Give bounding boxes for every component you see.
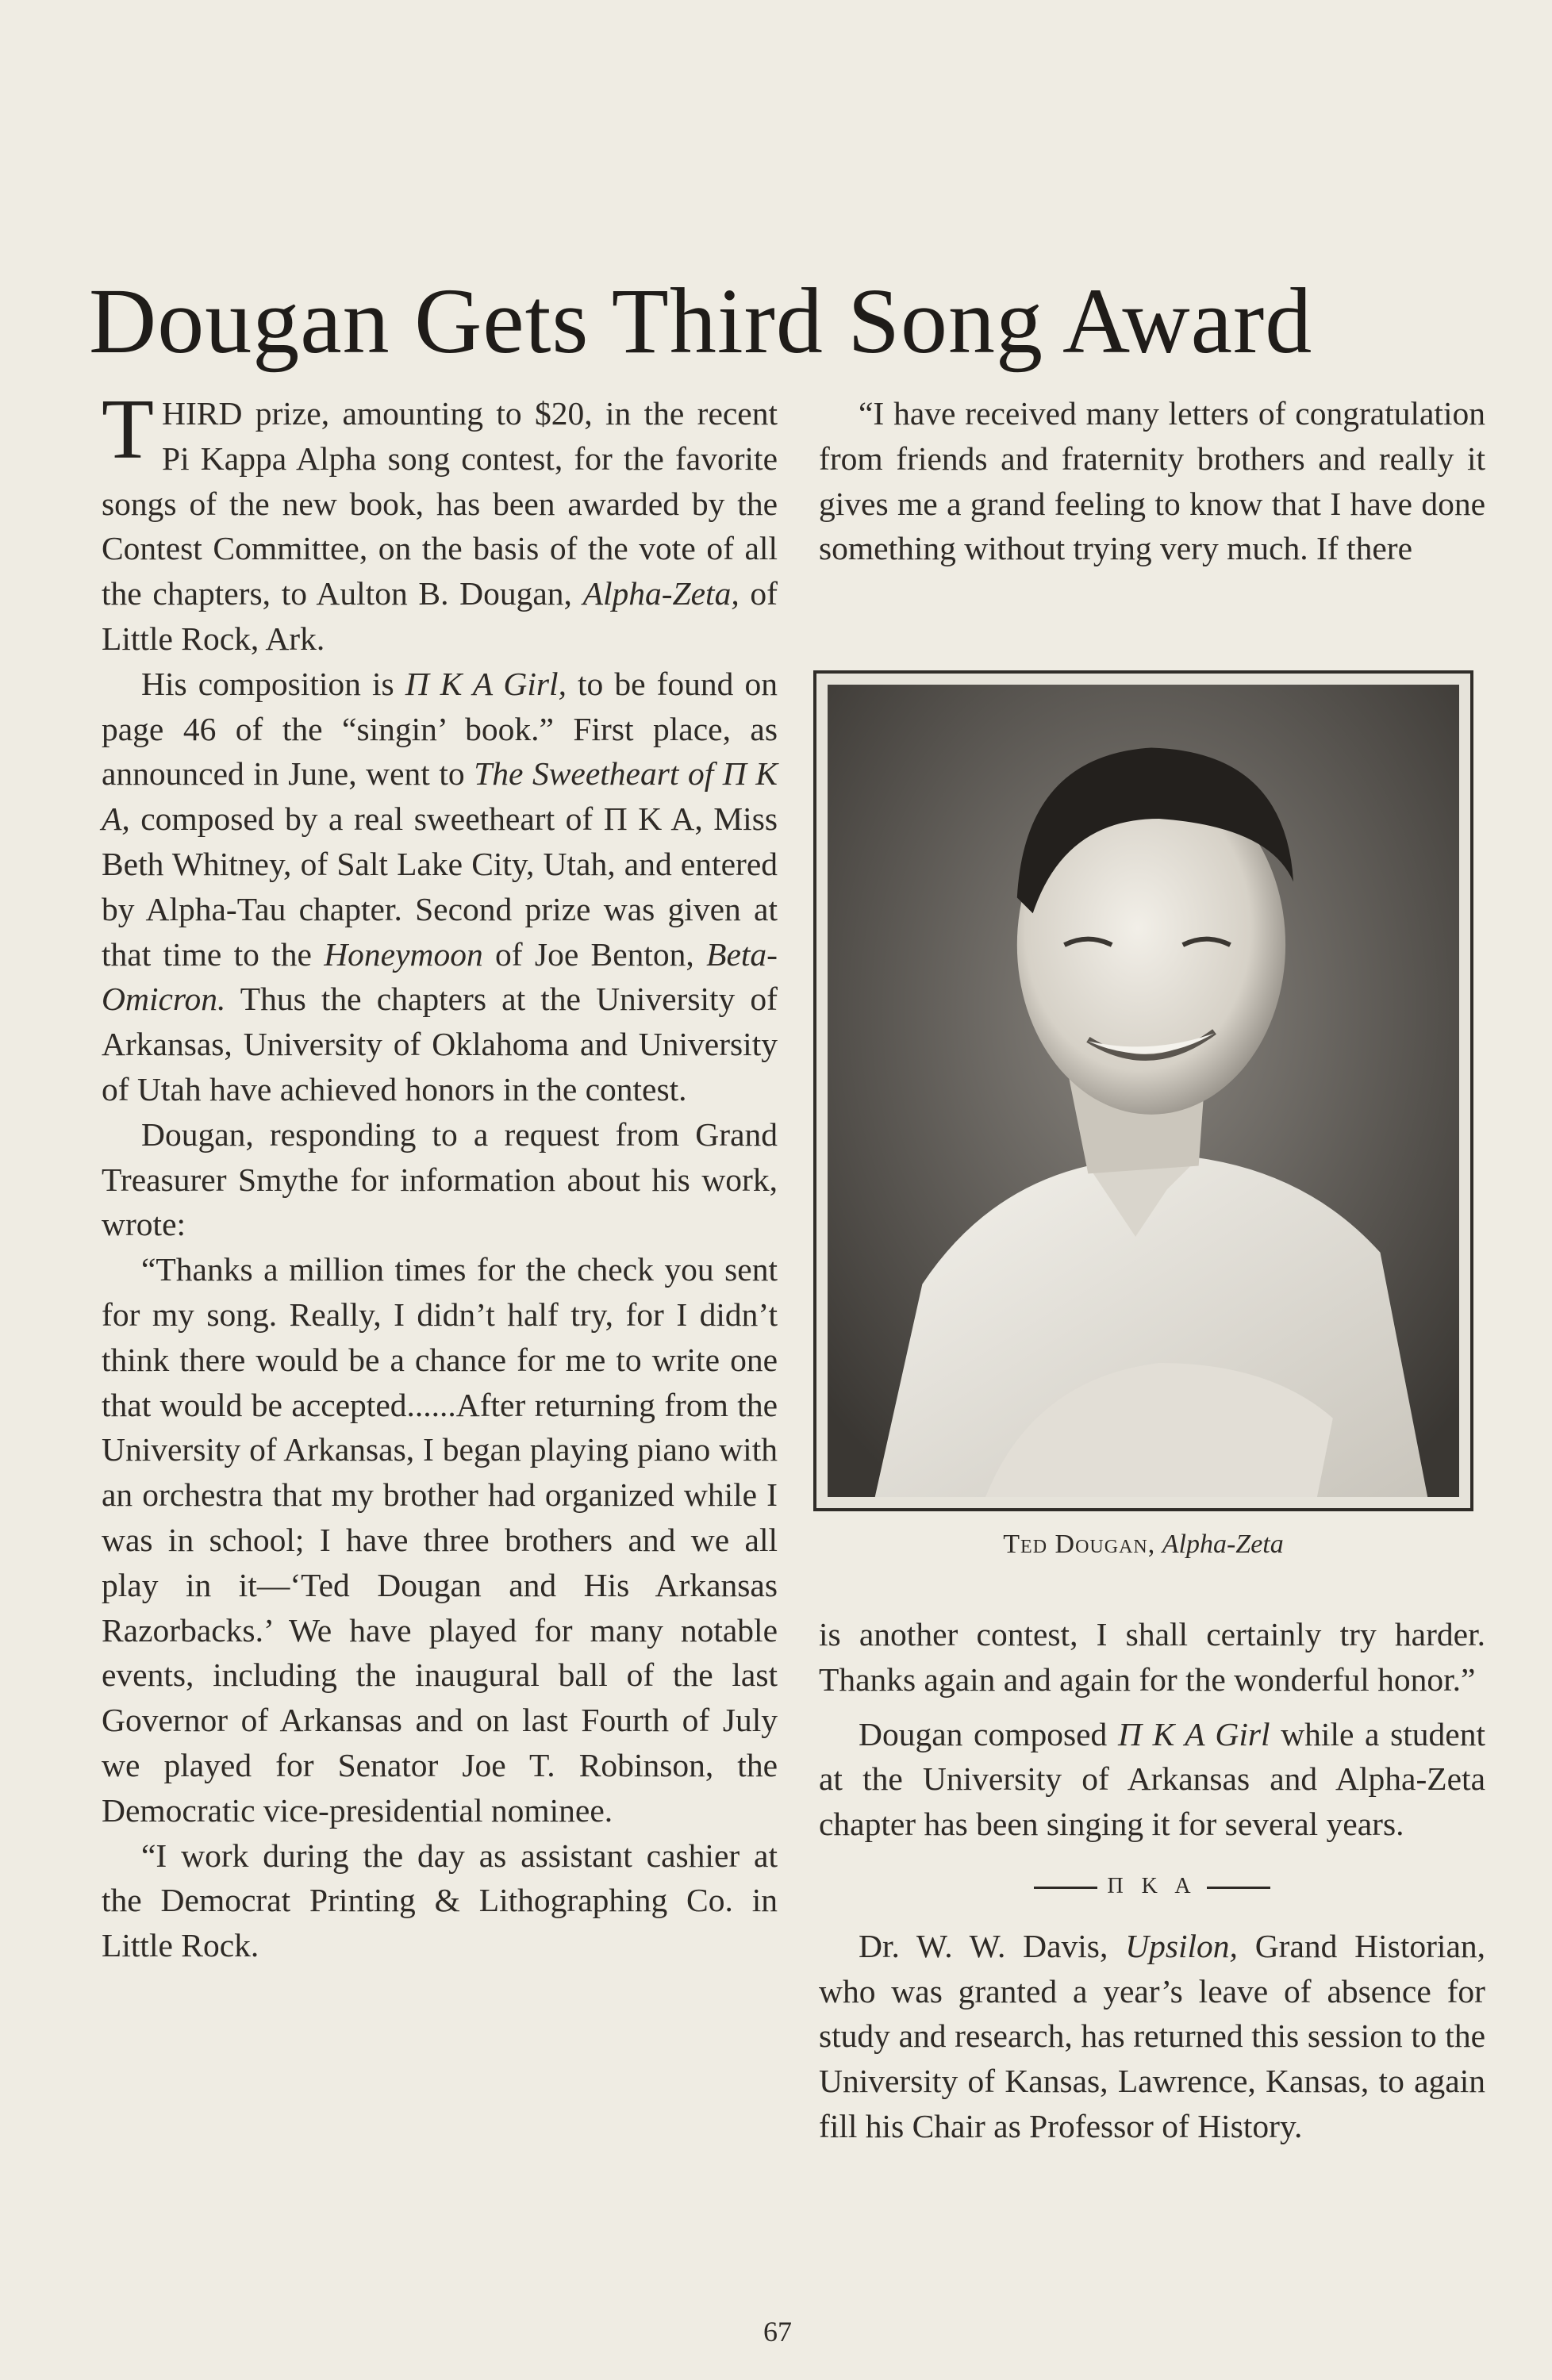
paragraph-5: “I work during the day as assistant cashier at the Democrat Printing & Lithographing Co. in Little Rock. — [102, 1837, 778, 1964]
note-paragraph: Dr. W. W. Davis, Upsilon, Grand Historian, who was granted a year’s leave of absence for study and research, has returned this session to the University of Kansas, Lawrence, Kansas, to again fill his Chair as Professor of History. — [819, 1927, 1485, 2144]
right-column-top — [819, 391, 1485, 571]
left-column — [102, 382, 778, 1968]
right-column-bottom — [819, 1612, 1485, 2149]
paragraph-2: His composition is Π K A Girl, to be found on page 46 of the “singin’ book.” First place, as announced in June, went to The Sweetheart of Π K A, composed by a real sweetheart of Π K A, Miss Beth Whitney, of Salt Lake City, Utah, and entered by Alpha-Tau chapter. Second prize was given at that time to the Honeymoon of Joe Benton, Beta-Omicron. Thus the chapters at the University of Arkansas, University of Oklahoma and University of Utah have achieved honors in the contest. — [102, 665, 778, 1107]
paragraph-4: “Thanks a million times for the check you sent for my song. Really, I didn’t half try, for I didn’t think there would be a chance for me to write one that would be accepted......After returning from the University of Arkansas, I began playing piano with an orchestra that my brother had organized while I was in school; I have three brothers and we all play in it—‘Ted Dougan and His Arkansas Razorbacks.’ We have played for many notable events, including the inaugural ball of the last Governor of Arkansas and on last Fourth of July we played for Senator Joe T. Robinson, the Democratic vice-presidential nominee. — [102, 1251, 778, 1829]
paragraph-8: Dougan composed Π K A Girl while a student at the University of Arkansas and Alpha-Zeta chapter has been singing it for several years. — [819, 1715, 1485, 1843]
portrait-photo — [813, 670, 1473, 1511]
page-number: 67 — [763, 2316, 792, 2347]
paragraph-3: Dougan, responding to a request from Grand Treasurer Smythe for information about his work, wrote: — [102, 1115, 778, 1243]
portrait-image — [828, 685, 1459, 1497]
section-divider: Π K A — [819, 1864, 1485, 1910]
paragraph-7: is another contest, I shall certainly try harder. Thanks again and again for the wonderful honor.” — [819, 1616, 1485, 1698]
photo-caption: Ted Dougan, Alpha-Zeta — [1003, 1530, 1284, 1559]
paragraph-6: “I have received many letters of congratulation from friends and fraternity brothers and really it gives me a grand feeling to know that I have done something without trying very much. If there — [819, 395, 1485, 567]
article-title: Dougan Gets Third Song Award — [89, 269, 1313, 373]
paragraph-1: THIRD prize, amounting to $20, in the recent Pi Kappa Alpha song contest, for the favorite songs of the new book, has been awarded by the Contest Committee, on the basis of the vote of all the chapters, to Aulton B. Dougan, Alpha-Zeta, of Little Rock, Ark. — [102, 382, 778, 657]
drop-cap: T — [102, 382, 154, 477]
